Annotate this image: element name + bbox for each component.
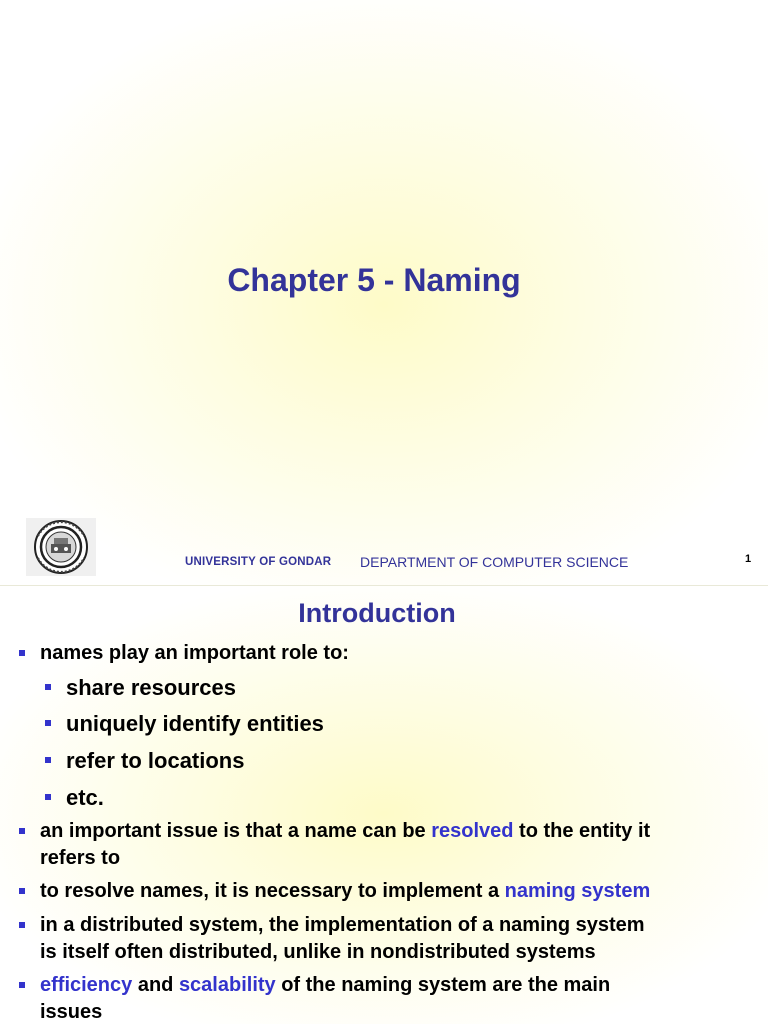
bullet-square-icon [45,757,51,763]
bullet-square-icon [19,982,25,988]
list-item: in a distributed system, the implementation of a naming system is itself often distributed, unlike in nondistributed systems [40,912,752,966]
bullet-square-icon [45,794,51,800]
bullet-square-icon [45,684,51,690]
slide-title: Introduction [298,598,456,628]
highlight-term: scalability [178,974,276,996]
bullet-square-icon [45,720,51,726]
list-item: efficiency and scalability of the naming system are the main issues [40,972,752,1024]
page-number: 1 [745,553,752,565]
list-item: etc. [66,784,746,811]
bullet-square-icon [19,922,25,928]
slide-title: Chapter 5 - Naming [227,262,521,298]
list-item: share resources [66,674,746,701]
list-item: uniquely identify entities [66,710,746,737]
list-item: refer to locations [66,747,746,774]
footer-department: DEPARTMENT OF COMPUTER SCIENCE [360,554,629,570]
highlight-term: efficiency [40,974,133,996]
slide-2 [0,586,768,1024]
list-item: names play an important role to: [40,640,752,667]
highlight-term: naming system [504,880,651,902]
university-seal-logo [26,518,96,576]
list-item: to resolve names, it is necessary to implement a naming system [40,878,752,905]
bullet-square-icon [19,888,25,894]
list-item: an important issue is that a name can be resolved to the entity it refers to [40,818,752,872]
bullet-square-icon [19,828,25,834]
highlight-term: resolved [431,820,514,842]
bullet-square-icon [19,650,25,656]
footer-university: UNIVERSITY OF GONDAR [185,556,332,568]
